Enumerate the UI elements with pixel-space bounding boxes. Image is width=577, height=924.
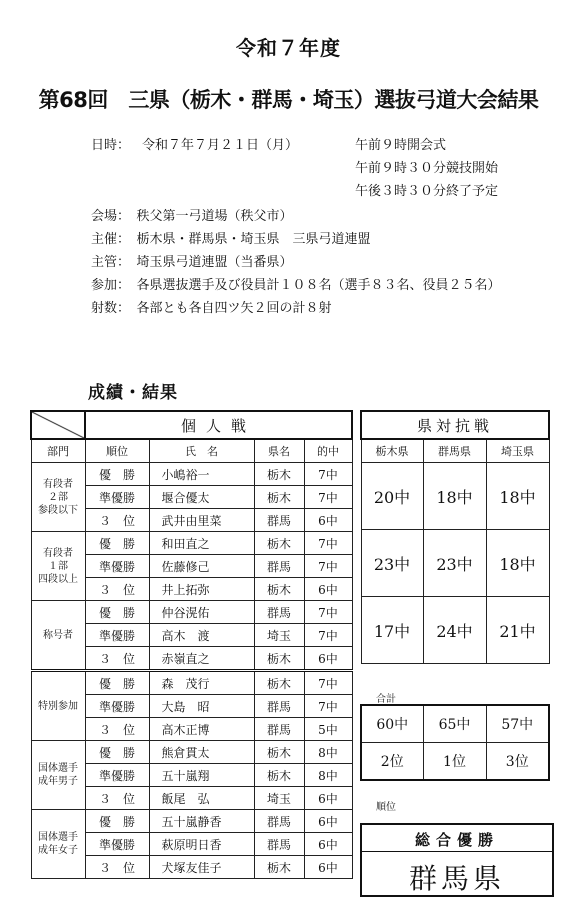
rank-saitama: 3位: [486, 743, 549, 781]
name-cell: 五十嵐翔: [149, 764, 254, 787]
score-cell: 21中: [486, 597, 549, 664]
rank-cell: 優 勝: [85, 532, 149, 555]
division-name: 称号者: [31, 601, 85, 671]
name-cell: 堰合優太: [149, 486, 254, 509]
prefecture-cell: 群馬: [254, 509, 304, 532]
prefecture-cell: 栃木: [254, 671, 304, 695]
hits-cell: 7中: [304, 463, 352, 486]
prefectural-results-table: [360, 410, 550, 664]
page-year: 令和７年度: [236, 36, 341, 60]
name-cell: 高木正博: [149, 718, 254, 741]
total-label: 合計: [376, 694, 396, 705]
rank-cell: 優 勝: [85, 463, 149, 486]
name-cell: 萩原明日香: [149, 833, 254, 856]
division-name: 国体選手 成年男子: [31, 741, 85, 810]
name-cell: 佐藤修己: [149, 555, 254, 578]
hits-cell: 8中: [304, 741, 352, 764]
page-title: 第68回 三県（栃木・群馬・埼玉）選抜弓道大会結果: [38, 88, 539, 112]
prefecture-cell: 栃木: [254, 764, 304, 787]
hits-cell: 8中: [304, 764, 352, 787]
rank-cell: 準優勝: [85, 695, 149, 718]
prefecture-cell: 栃木: [254, 578, 304, 601]
overall-winner-box: [360, 823, 554, 897]
venue-line: 会場： 秩父第一弓道場（秩父市）: [91, 209, 293, 224]
hits-cell: 6中: [304, 833, 352, 856]
corner-cell: [31, 411, 85, 439]
rank-cell: ３ 位: [85, 578, 149, 601]
col-hits: 的中: [304, 439, 352, 463]
rank-label: 順位: [376, 802, 396, 813]
rank-cell: ３ 位: [85, 718, 149, 741]
table-row: [31, 741, 352, 764]
name-cell: 五十嵐静香: [149, 810, 254, 833]
col-prefecture: 県名: [254, 439, 304, 463]
table-row: [31, 810, 352, 833]
score-cell: 18中: [486, 463, 549, 530]
prefecture-cell: 栃木: [254, 532, 304, 555]
score-cell: 18中: [486, 530, 549, 597]
hits-cell: 7中: [304, 695, 352, 718]
schedule-start: 午前９時３０分競技開始: [355, 161, 499, 176]
total-gunma: 65中: [423, 705, 486, 743]
name-cell: 飯尾 弘: [149, 787, 254, 810]
prefecture-cell: 埼玉: [254, 787, 304, 810]
hits-cell: 7中: [304, 671, 352, 695]
score-cell: 24中: [423, 597, 486, 664]
hits-cell: 7中: [304, 601, 352, 624]
shots-line: 射数： 各部とも各自四ツ矢２回の計８射: [91, 301, 332, 316]
hits-cell: 7中: [304, 486, 352, 509]
rank-cell: 優 勝: [85, 671, 149, 695]
score-cell: 17中: [361, 597, 423, 664]
overall-divider: [362, 851, 552, 852]
rank-cell: 準優勝: [85, 764, 149, 787]
col-gunma: 群馬県: [423, 439, 486, 463]
name-cell: 犬塚友佳子: [149, 856, 254, 879]
hits-cell: 6中: [304, 647, 352, 671]
prefecture-cell: 栃木: [254, 741, 304, 764]
table-row: [361, 530, 549, 597]
name-cell: 赤嶺直之: [149, 647, 254, 671]
name-cell: 武井由里菜: [149, 509, 254, 532]
table-row: [361, 463, 549, 530]
hits-cell: 7中: [304, 532, 352, 555]
prefecture-cell: 栃木: [254, 856, 304, 879]
col-name: 氏 名: [149, 439, 254, 463]
score-cell: 23中: [423, 530, 486, 597]
division-name: 国体選手 成年女子: [31, 810, 85, 879]
overall-winner: 群馬県: [408, 862, 505, 895]
rank-cell: 準優勝: [85, 833, 149, 856]
hits-cell: 6中: [304, 787, 352, 810]
hits-cell: 6中: [304, 578, 352, 601]
table-row: [361, 597, 549, 664]
table-row: [31, 532, 352, 555]
rank-cell: ３ 位: [85, 509, 149, 532]
prefecture-cell: 群馬: [254, 601, 304, 624]
prefecture-cell: 栃木: [254, 486, 304, 509]
rank-cell: ３ 位: [85, 647, 149, 671]
prefecture-cell: 群馬: [254, 810, 304, 833]
totals-table: [360, 704, 550, 781]
organizer-line: 主管： 埼玉県弓道連盟（当番県）: [91, 255, 293, 270]
date-label: 日時：: [91, 138, 131, 153]
prefecture-cell: 栃木: [254, 647, 304, 671]
individual-header: 個人戦: [85, 411, 352, 439]
col-rank: 順位: [85, 439, 149, 463]
date-value: 令和７年７月２１日（月）: [142, 138, 299, 153]
prefecture-cell: 群馬: [254, 718, 304, 741]
name-cell: 和田直之: [149, 532, 254, 555]
hits-cell: 5中: [304, 718, 352, 741]
prefecture-cell: 群馬: [254, 833, 304, 856]
rank-cell: 準優勝: [85, 486, 149, 509]
division-name: 有段者 １部 四段以上: [31, 532, 85, 601]
score-cell: 18中: [423, 463, 486, 530]
hits-cell: 6中: [304, 509, 352, 532]
hits-cell: 6中: [304, 810, 352, 833]
overall-title: 総合優勝: [414, 831, 499, 849]
division-name: 有段者 ２部 参段以下: [31, 463, 85, 532]
prefectural-header: 県対抗戦: [361, 411, 549, 439]
rank-cell: 優 勝: [85, 741, 149, 764]
name-cell: 小嶋裕一: [149, 463, 254, 486]
division-name: 特別参加: [31, 671, 85, 741]
hits-cell: 7中: [304, 624, 352, 647]
score-cell: 23中: [361, 530, 423, 597]
name-cell: 森 茂行: [149, 671, 254, 695]
total-tochigi: 60中: [361, 705, 423, 743]
hits-cell: 6中: [304, 856, 352, 879]
col-tochigi: 栃木県: [361, 439, 423, 463]
results-heading: 成績・結果: [88, 383, 178, 403]
rank-cell: 優 勝: [85, 601, 149, 624]
name-cell: 大島 昭: [149, 695, 254, 718]
table-row: [31, 601, 352, 624]
rank-cell: ３ 位: [85, 787, 149, 810]
table-row: [31, 463, 352, 486]
rank-cell: 準優勝: [85, 555, 149, 578]
name-cell: 仲谷滉佑: [149, 601, 254, 624]
schedule-opening: 午前９時開会式: [355, 138, 447, 153]
prefecture-cell: 群馬: [254, 555, 304, 578]
name-cell: 高木 渡: [149, 624, 254, 647]
participants-line: 参加： 各県選抜選手及び役員計１０８名（選手８３名、役員２５名）: [91, 278, 501, 293]
score-cell: 20中: [361, 463, 423, 530]
table-row: [31, 671, 352, 695]
schedule-end: 午後３時３０分終了予定: [355, 184, 499, 199]
col-saitama: 埼玉県: [486, 439, 549, 463]
rank-gunma: 1位: [423, 743, 486, 781]
rank-cell: 優 勝: [85, 810, 149, 833]
individual-results-table: [30, 410, 353, 879]
host-line: 主催： 栃木県・群馬県・埼玉県 三県弓道連盟: [91, 232, 371, 247]
name-cell: 井上拓弥: [149, 578, 254, 601]
rank-cell: ３ 位: [85, 856, 149, 879]
rank-tochigi: 2位: [361, 743, 423, 781]
rank-cell: 準優勝: [85, 624, 149, 647]
name-cell: 熊倉貫太: [149, 741, 254, 764]
total-saitama: 57中: [486, 705, 549, 743]
hits-cell: 7中: [304, 555, 352, 578]
prefecture-cell: 栃木: [254, 463, 304, 486]
prefecture-cell: 埼玉: [254, 624, 304, 647]
col-division: 部門: [31, 439, 85, 463]
prefecture-cell: 群馬: [254, 695, 304, 718]
